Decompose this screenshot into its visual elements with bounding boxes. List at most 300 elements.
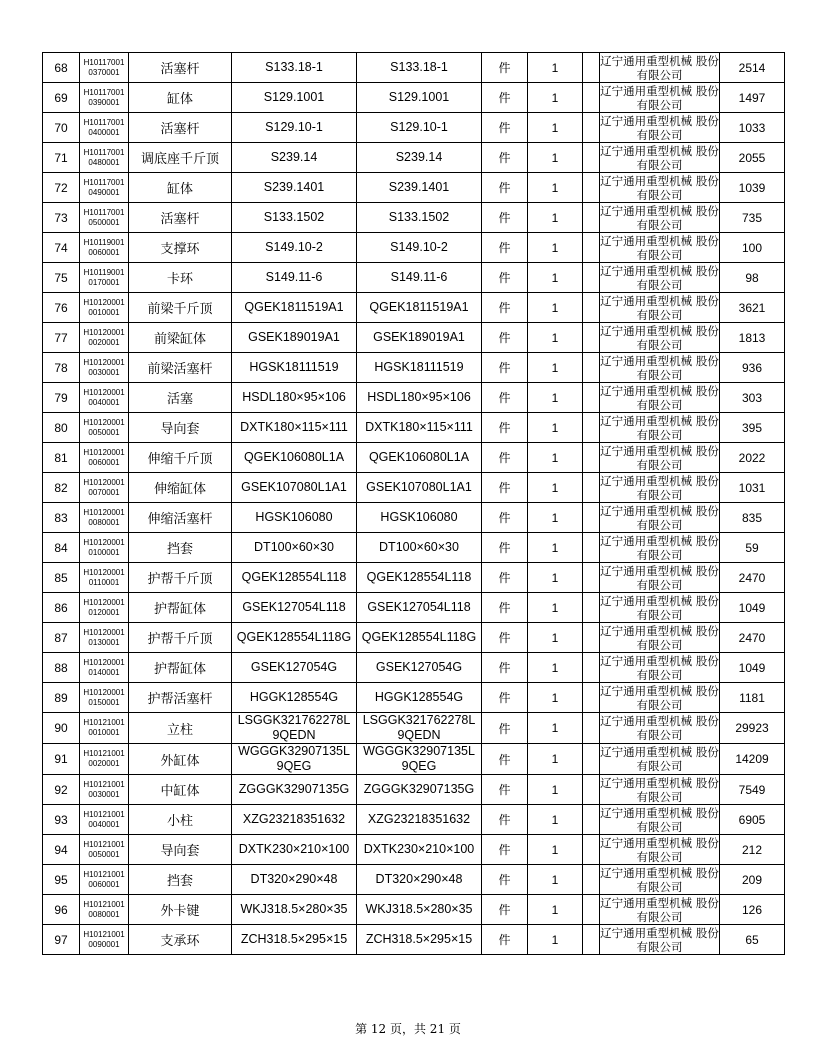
amount-cell: 1049 [720,593,785,623]
manufacturer-cell: 辽宁通用重型机械 股份有限公司 [600,263,719,292]
unit-cell: 件 [482,383,528,413]
unit-cell: 件 [482,835,528,865]
spec-cell: GSEK127054G [232,653,357,683]
material-code-cell: H10121001 0010001 [80,713,129,744]
quantity-cell: 1 [528,83,583,113]
quantity-cell: 1 [528,413,583,443]
row-number-cell: 93 [43,805,80,835]
page-number-label: 第 12 页，共 21 页 [355,1022,461,1036]
amount-cell: 98 [720,263,785,293]
table-row [43,683,785,713]
amount-cell: 1031 [720,473,785,503]
material-code-cell: H10121001 0030001 [80,775,129,805]
table-row [43,113,785,143]
amount-cell: 2055 [720,143,785,173]
table-row [43,173,785,203]
model-cell: S129.1001 [357,83,482,113]
blank-cell [583,383,600,413]
material-code-cell: H10120001 0140001 [80,653,129,683]
material-code-cell: H10121001 0060001 [80,865,129,895]
model-cell: ZGGGK32907135G [357,775,482,805]
model-cell: QGEK128554L118G [357,623,482,653]
model-cell: HGSK106080 [357,503,482,533]
table-row [43,233,785,263]
amount-cell: 1813 [720,323,785,353]
row-number-cell: 86 [43,593,80,623]
quantity-cell: 1 [528,533,583,563]
part-name-cell: 中缸体 [129,775,232,805]
unit-cell: 件 [482,925,528,955]
amount-cell: 1039 [720,173,785,203]
blank-cell [583,173,600,203]
part-name-cell: 缸体 [129,83,232,113]
part-name-cell: 挡套 [129,865,232,895]
part-name-cell: 前梁缸体 [129,323,232,353]
blank-cell [583,233,600,263]
row-number-cell: 78 [43,353,80,383]
quantity-cell: 1 [528,293,583,323]
model-cell: GSEK127054L118 [357,593,482,623]
model-cell: S149.10-2 [357,233,482,263]
table-row [43,713,785,744]
manufacturer-cell: 辽宁通用重型机械 股份有限公司 [600,925,719,954]
material-code-cell: H10117001 0370001 [80,53,129,83]
manufacturer-cell: 辽宁通用重型机械 股份有限公司 [600,745,719,773]
blank-cell [583,113,600,143]
row-number-cell: 87 [43,623,80,653]
unit-cell: 件 [482,713,528,744]
blank-cell [583,683,600,713]
amount-cell: 59 [720,533,785,563]
spec-cell: QGEK128554L118 [232,563,357,593]
part-name-cell: 挡套 [129,533,232,563]
spec-cell: HGGK128554G [232,683,357,713]
model-cell: DXTK180×115×111 [357,413,482,443]
row-number-cell: 73 [43,203,80,233]
model-cell: GSEK189019A1 [357,323,482,353]
material-code-cell: H10119001 0060001 [80,233,129,263]
material-code-cell: H10117001 0490001 [80,173,129,203]
amount-cell: 6905 [720,805,785,835]
blank-cell [583,925,600,955]
spec-cell: S239.14 [232,143,357,173]
material-code-cell: H10120001 0010001 [80,293,129,323]
spec-cell: WGGGK32907135L 9QEG [232,744,357,775]
material-code-cell: H10121001 0050001 [80,835,129,865]
parts-table-container [42,52,784,955]
quantity-cell: 1 [528,203,583,233]
table-row [43,623,785,653]
table-row [43,895,785,925]
manufacturer-cell: 辽宁通用重型机械 股份有限公司 [600,113,719,142]
material-code-cell: H10119001 0170001 [80,263,129,293]
table-row [43,473,785,503]
model-cell: S133.1502 [357,203,482,233]
manufacturer-cell: 辽宁通用重型机械 股份有限公司 [600,293,719,322]
model-cell: S239.14 [357,143,482,173]
spec-cell: S133.18-1 [232,53,357,83]
unit-cell: 件 [482,503,528,533]
model-cell: QGEK1811519A1 [357,293,482,323]
spec-cell: S239.1401 [232,173,357,203]
manufacturer-cell: 辽宁通用重型机械 股份有限公司 [600,83,719,112]
unit-cell: 件 [482,805,528,835]
amount-cell: 14209 [720,744,785,775]
quantity-cell: 1 [528,113,583,143]
unit-cell: 件 [482,113,528,143]
spec-cell: S133.1502 [232,203,357,233]
amount-cell: 2022 [720,443,785,473]
model-cell: QGEK128554L118 [357,563,482,593]
material-code-cell: H10120001 0120001 [80,593,129,623]
row-number-cell: 72 [43,173,80,203]
row-number-cell: 84 [43,533,80,563]
quantity-cell: 1 [528,323,583,353]
amount-cell: 835 [720,503,785,533]
manufacturer-cell: 辽宁通用重型机械 股份有限公司 [600,533,719,562]
blank-cell [583,263,600,293]
manufacturer-cell: 辽宁通用重型机械 股份有限公司 [600,865,719,894]
unit-cell: 件 [482,53,528,83]
row-number-cell: 83 [43,503,80,533]
model-cell: LSGGK321762278L 9QEDN [357,713,482,744]
amount-cell: 303 [720,383,785,413]
manufacturer-cell: 辽宁通用重型机械 股份有限公司 [600,443,719,472]
material-code-cell: H10117001 0390001 [80,83,129,113]
table-row [43,503,785,533]
unit-cell: 件 [482,473,528,503]
part-name-cell: 伸缩缸体 [129,473,232,503]
blank-cell [583,895,600,925]
blank-cell [583,713,600,744]
row-number-cell: 71 [43,143,80,173]
unit-cell: 件 [482,203,528,233]
quantity-cell: 1 [528,835,583,865]
row-number-cell: 79 [43,383,80,413]
model-cell: S133.18-1 [357,53,482,83]
row-number-cell: 92 [43,775,80,805]
row-number-cell: 82 [43,473,80,503]
quantity-cell: 1 [528,805,583,835]
unit-cell: 件 [482,233,528,263]
manufacturer-cell: 辽宁通用重型机械 股份有限公司 [600,53,719,82]
model-cell: HGGK128554G [357,683,482,713]
part-name-cell: 立柱 [129,713,232,744]
model-cell: S129.10-1 [357,113,482,143]
blank-cell [583,413,600,443]
manufacturer-cell: 辽宁通用重型机械 股份有限公司 [600,593,719,622]
unit-cell: 件 [482,865,528,895]
quantity-cell: 1 [528,683,583,713]
blank-cell [583,83,600,113]
blank-cell [583,653,600,683]
row-number-cell: 76 [43,293,80,323]
quantity-cell: 1 [528,744,583,775]
part-name-cell: 导向套 [129,835,232,865]
blank-cell [583,503,600,533]
spec-cell: WKJ318.5×280×35 [232,895,357,925]
blank-cell [583,744,600,775]
spec-cell: QGEK1811519A1 [232,293,357,323]
row-number-cell: 85 [43,563,80,593]
amount-cell: 2470 [720,563,785,593]
material-code-cell: H10120001 0060001 [80,443,129,473]
unit-cell: 件 [482,744,528,775]
part-name-cell: 活塞杆 [129,53,232,83]
unit-cell: 件 [482,353,528,383]
unit-cell: 件 [482,775,528,805]
model-cell: HSDL180×95×106 [357,383,482,413]
material-code-cell: H10117001 0500001 [80,203,129,233]
table-row [43,413,785,443]
model-cell: WGGGK32907135L 9QEG [357,744,482,775]
material-code-cell: H10117001 0400001 [80,113,129,143]
amount-cell: 65 [720,925,785,955]
manufacturer-cell: 辽宁通用重型机械 股份有限公司 [600,473,719,502]
unit-cell: 件 [482,623,528,653]
material-code-cell: H10120001 0130001 [80,623,129,653]
unit-cell: 件 [482,593,528,623]
unit-cell: 件 [482,143,528,173]
manufacturer-cell: 辽宁通用重型机械 股份有限公司 [600,895,719,924]
part-name-cell: 护帮千斤顶 [129,623,232,653]
part-name-cell: 卡环 [129,263,232,293]
blank-cell [583,775,600,805]
manufacturer-cell: 辽宁通用重型机械 股份有限公司 [600,805,719,834]
table-row [43,533,785,563]
table-row [43,263,785,293]
quantity-cell: 1 [528,383,583,413]
amount-cell: 212 [720,835,785,865]
page-footer [0,1020,816,1037]
part-name-cell: 护帮活塞杆 [129,683,232,713]
blank-cell [583,835,600,865]
table-row [43,744,785,775]
material-code-cell: H10120001 0150001 [80,683,129,713]
table-row [43,353,785,383]
row-number-cell: 77 [43,323,80,353]
manufacturer-cell: 辽宁通用重型机械 股份有限公司 [600,173,719,202]
quantity-cell: 1 [528,895,583,925]
quantity-cell: 1 [528,593,583,623]
manufacturer-cell: 辽宁通用重型机械 股份有限公司 [600,563,719,592]
amount-cell: 209 [720,865,785,895]
material-code-cell: H10121001 0090001 [80,925,129,955]
manufacturer-cell: 辽宁通用重型机械 股份有限公司 [600,714,719,742]
unit-cell: 件 [482,323,528,353]
blank-cell [583,293,600,323]
table-row [43,593,785,623]
manufacturer-cell: 辽宁通用重型机械 股份有限公司 [600,323,719,352]
unit-cell: 件 [482,413,528,443]
parts-table [42,52,785,955]
material-code-cell: H10121001 0020001 [80,744,129,775]
unit-cell: 件 [482,653,528,683]
material-code-cell: H10120001 0110001 [80,563,129,593]
table-row [43,865,785,895]
manufacturer-cell: 辽宁通用重型机械 股份有限公司 [600,835,719,864]
model-cell: DT320×290×48 [357,865,482,895]
spec-cell: QGEK106080L1A [232,443,357,473]
spec-cell: HGSK18111519 [232,353,357,383]
part-name-cell: 外缸体 [129,744,232,775]
manufacturer-cell: 辽宁通用重型机械 股份有限公司 [600,143,719,172]
unit-cell: 件 [482,173,528,203]
table-row [43,323,785,353]
row-number-cell: 88 [43,653,80,683]
blank-cell [583,203,600,233]
manufacturer-cell: 辽宁通用重型机械 股份有限公司 [600,503,719,532]
model-cell: S239.1401 [357,173,482,203]
amount-cell: 1049 [720,653,785,683]
quantity-cell: 1 [528,173,583,203]
row-number-cell: 75 [43,263,80,293]
spec-cell: ZCH318.5×295×15 [232,925,357,955]
row-number-cell: 89 [43,683,80,713]
model-cell: WKJ318.5×280×35 [357,895,482,925]
part-name-cell: 导向套 [129,413,232,443]
quantity-cell: 1 [528,503,583,533]
spec-cell: GSEK189019A1 [232,323,357,353]
model-cell: ZCH318.5×295×15 [357,925,482,955]
row-number-cell: 81 [43,443,80,473]
blank-cell [583,805,600,835]
part-name-cell: 活塞 [129,383,232,413]
part-name-cell: 伸缩活塞杆 [129,503,232,533]
table-row [43,805,785,835]
row-number-cell: 91 [43,744,80,775]
amount-cell: 1497 [720,83,785,113]
quantity-cell: 1 [528,653,583,683]
table-row [43,653,785,683]
table-row [43,83,785,113]
material-code-cell: H10120001 0100001 [80,533,129,563]
material-code-cell: H10120001 0030001 [80,353,129,383]
row-number-cell: 95 [43,865,80,895]
unit-cell: 件 [482,895,528,925]
spec-cell: QGEK128554L118G [232,623,357,653]
spec-cell: GSEK127054L118 [232,593,357,623]
amount-cell: 7549 [720,775,785,805]
unit-cell: 件 [482,293,528,323]
manufacturer-cell: 辽宁通用重型机械 股份有限公司 [600,203,719,232]
part-name-cell: 活塞杆 [129,113,232,143]
material-code-cell: H10120001 0040001 [80,383,129,413]
row-number-cell: 97 [43,925,80,955]
spec-cell: S129.10-1 [232,113,357,143]
blank-cell [583,353,600,383]
part-name-cell: 前梁千斤顶 [129,293,232,323]
material-code-cell: H10121001 0040001 [80,805,129,835]
blank-cell [583,623,600,653]
material-code-cell: H10120001 0080001 [80,503,129,533]
manufacturer-cell: 辽宁通用重型机械 股份有限公司 [600,775,719,804]
spec-cell: DXTK230×210×100 [232,835,357,865]
spec-cell: S149.11-6 [232,263,357,293]
material-code-cell: H10120001 0020001 [80,323,129,353]
blank-cell [583,593,600,623]
amount-cell: 3621 [720,293,785,323]
model-cell: GSEK127054G [357,653,482,683]
model-cell: XZG23218351632 [357,805,482,835]
spec-cell: GSEK107080L1A1 [232,473,357,503]
amount-cell: 100 [720,233,785,263]
amount-cell: 2470 [720,623,785,653]
spec-cell: DT320×290×48 [232,865,357,895]
part-name-cell: 前梁活塞杆 [129,353,232,383]
part-name-cell: 支承环 [129,925,232,955]
model-cell: DT100×60×30 [357,533,482,563]
blank-cell [583,323,600,353]
material-code-cell: H10120001 0070001 [80,473,129,503]
spec-cell: HSDL180×95×106 [232,383,357,413]
manufacturer-cell: 辽宁通用重型机械 股份有限公司 [600,383,719,412]
row-number-cell: 90 [43,713,80,744]
amount-cell: 1181 [720,683,785,713]
spec-cell: DXTK180×115×111 [232,413,357,443]
spec-cell: HGSK106080 [232,503,357,533]
table-row [43,383,785,413]
manufacturer-cell: 辽宁通用重型机械 股份有限公司 [600,683,719,712]
part-name-cell: 护帮千斤顶 [129,563,232,593]
quantity-cell: 1 [528,563,583,593]
manufacturer-cell: 辽宁通用重型机械 股份有限公司 [600,623,719,652]
row-number-cell: 96 [43,895,80,925]
model-cell: QGEK106080L1A [357,443,482,473]
amount-cell: 29923 [720,713,785,744]
manufacturer-cell: 辽宁通用重型机械 股份有限公司 [600,413,719,442]
manufacturer-cell: 辽宁通用重型机械 股份有限公司 [600,233,719,262]
table-row [43,835,785,865]
quantity-cell: 1 [528,53,583,83]
model-cell: GSEK107080L1A1 [357,473,482,503]
row-number-cell: 68 [43,53,80,83]
blank-cell [583,563,600,593]
spec-cell: S149.10-2 [232,233,357,263]
table-row [43,775,785,805]
part-name-cell: 支撑环 [129,233,232,263]
blank-cell [583,533,600,563]
amount-cell: 395 [720,413,785,443]
row-number-cell: 69 [43,83,80,113]
model-cell: DXTK230×210×100 [357,835,482,865]
blank-cell [583,865,600,895]
part-name-cell: 缸体 [129,173,232,203]
quantity-cell: 1 [528,623,583,653]
manufacturer-cell: 辽宁通用重型机械 股份有限公司 [600,353,719,382]
amount-cell: 936 [720,353,785,383]
row-number-cell: 74 [43,233,80,263]
part-name-cell: 护帮缸体 [129,653,232,683]
unit-cell: 件 [482,563,528,593]
table-row [43,53,785,83]
material-code-cell: H10117001 0480001 [80,143,129,173]
unit-cell: 件 [482,683,528,713]
table-row [43,925,785,955]
part-name-cell: 活塞杆 [129,203,232,233]
table-body [43,53,785,955]
amount-cell: 1033 [720,113,785,143]
spec-cell: DT100×60×30 [232,533,357,563]
part-name-cell: 调底座千斤顶 [129,143,232,173]
model-cell: S149.11-6 [357,263,482,293]
quantity-cell: 1 [528,353,583,383]
blank-cell [583,443,600,473]
part-name-cell: 外卡键 [129,895,232,925]
blank-cell [583,53,600,83]
row-number-cell: 80 [43,413,80,443]
quantity-cell: 1 [528,143,583,173]
